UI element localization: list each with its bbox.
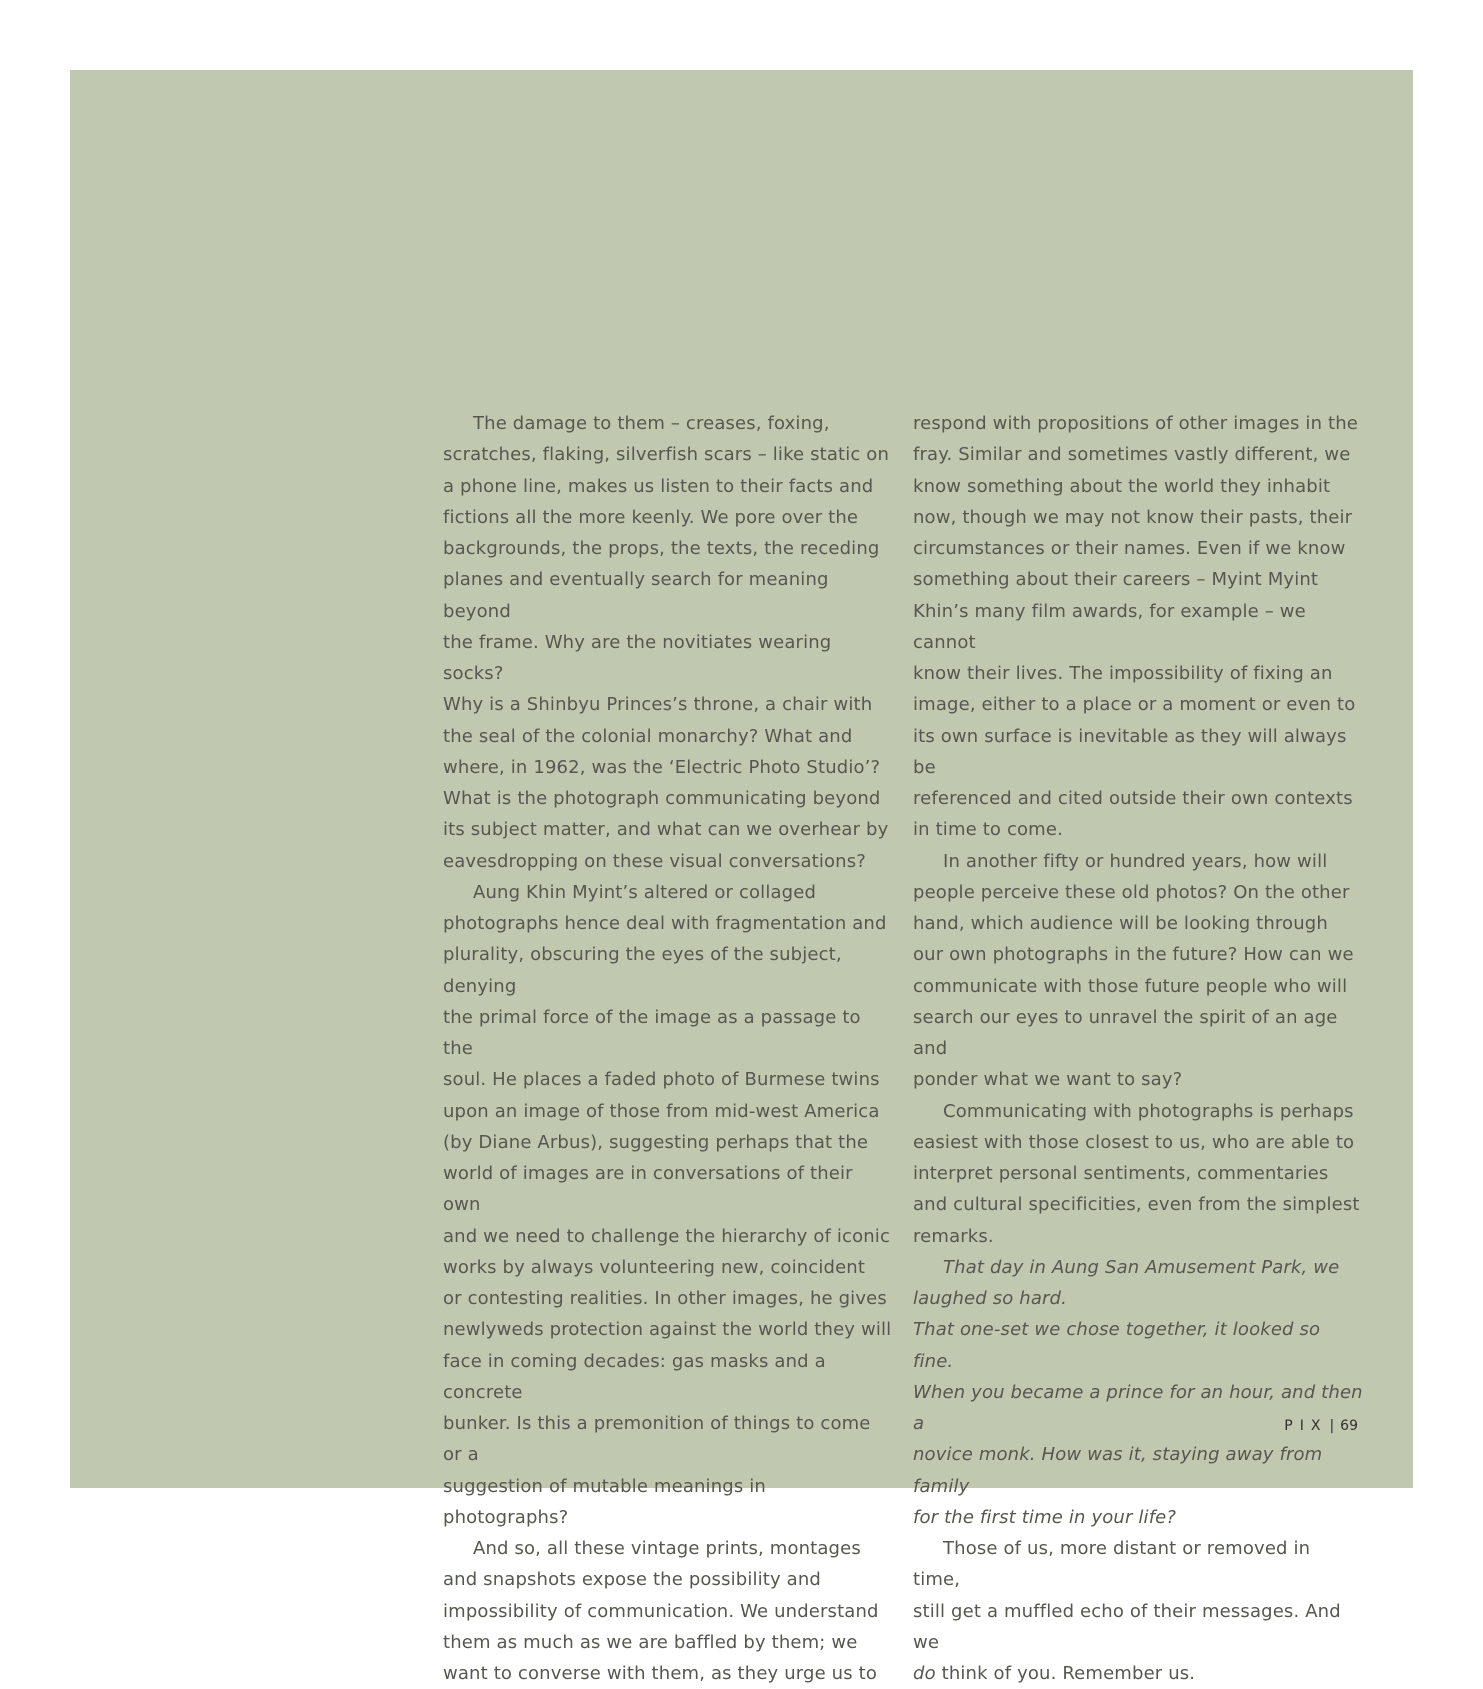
closing-paragraph	[913, 1533, 1363, 1689]
page-number: 69	[1340, 1418, 1358, 1434]
paragraph: And so, all these vintage prints, montages and snapshots expose the possibility and impossibility of communication. We understand them as much as we are baffled by them; we want to converse with them, as they urge us to	[443, 1538, 879, 1684]
emphasis-text: do	[913, 1663, 936, 1684]
paragraph-continued: respond with propositions of other images in the fray. Similar and sometimes vastly different, we know something about the world they inhabit now, though we may not know their pasts, their circumstances or their names. Even if we know something about their careers – Myint Myint Khin’s many film awards, for example – we cannot know their lives. The impossibility of fixing an image, either to a place or a moment or even to its own surface is inevitable as they will always be referenced and cited outside their own contexts in time to come.	[913, 413, 1358, 841]
text-column-left	[443, 408, 893, 1689]
quote-paragraph: That day in Aung San Amusement Park, we laughed so hard.	[913, 1256, 1340, 1309]
paragraph: Aung Khin Myint’s altered or collaged photographs hence deal with fragmentation and plurality, obscuring the eyes of the subject, denying the primal force of the image as a passage to the soul. He places a faded photo of Burmese twins upon an image of those from mid-west America (by Diane Arbus), suggesting perhaps that the world of images are in conversations of their own and we need to challenge the hierarchy of iconic works by always volunteering new, coincident or contesting realities. In other images, he gives newlyweds protection against the world they will face in coming decades: gas masks and a concrete bunker. Is this a premonition of things to come or a suggestion of mutable meanings in photographs?	[443, 881, 892, 1528]
folio-separator: |	[1329, 1418, 1335, 1434]
quote-paragraph: That one-set we chose together, it looked so fine. When you became a prince for an hour, and then a novice monk. How was it, staying away from family for the first time in your life?	[913, 1319, 1363, 1528]
closing-text-start: Those of us, more distant or removed in time, still get a muffled echo of their messages. And we	[913, 1538, 1341, 1653]
folio	[1284, 1418, 1358, 1434]
paragraph: Communicating with photographs is perhaps easiest with those closest to us, who are able to interpret personal sentiments, commentaries and cultural specificities, even from the simplest remarks.	[913, 1100, 1360, 1247]
paragraph: In another fifty or hundred years, how will people perceive these old photos? On the other hand, which audience will be looking through our own photographs in the future? How can we communicate with those future people who will search our eyes to unravel the spirit of an age and ponder what we want to say?	[913, 850, 1354, 1091]
paragraph: The damage to them – creases, foxing, scratches, flaking, silverfish scars – like static on a phone line, makes us listen to their facts and fictions all the more keenly. We pore over the backgrounds, the props, the texts, the receding planes and eventually search for meaning beyond the frame. Why are the novitiates wearing socks? Why is a Shinbyu Princes’s throne, a chair with the seal of the colonial monarchy? What and where, in 1962, was the ‘Electric Photo Studio’? What is the photograph communicating beyond its subject matter, and what can we overhear by eavesdropping on these visual conversations?	[443, 413, 890, 872]
page	[70, 70, 1413, 1684]
publication-name: PIX	[1284, 1418, 1328, 1434]
closing-text-end: think of you. Remember us.	[935, 1663, 1196, 1684]
text-column-right	[913, 408, 1363, 1689]
